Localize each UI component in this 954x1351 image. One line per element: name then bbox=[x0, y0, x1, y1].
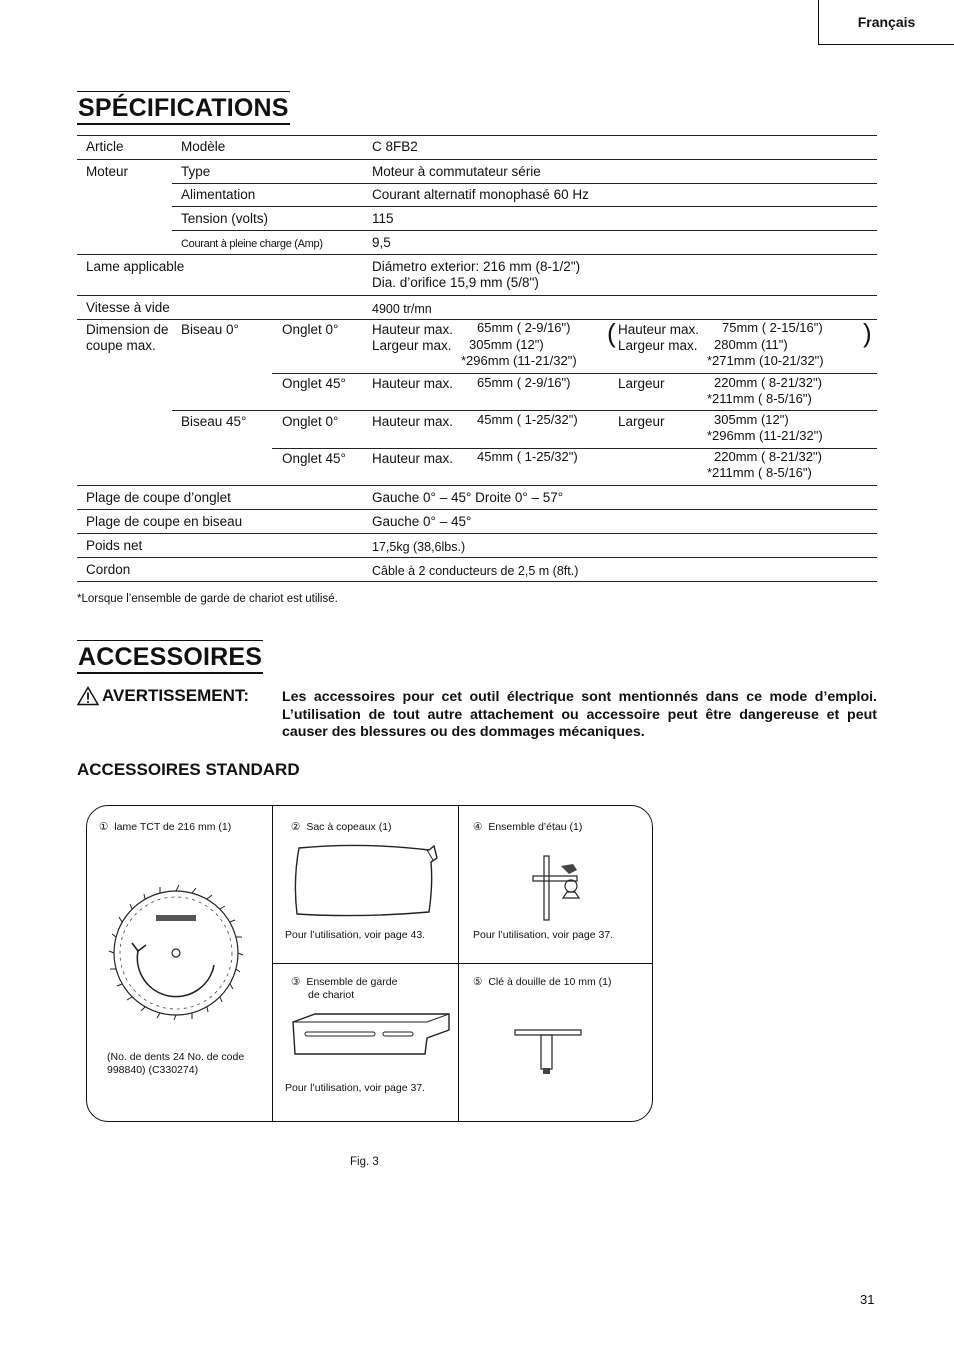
page-number: 31 bbox=[860, 1292, 875, 1307]
warning-label: AVERTISSEMENT: bbox=[77, 686, 249, 706]
spec-row-miter-range: Plage de coupe d’onglet Gauche 0° – 45° Droite 0° – 57° bbox=[77, 485, 877, 509]
spec-row-speed: Vitesse à vide 4900 tr/mn bbox=[77, 295, 877, 319]
warning-triangle-icon bbox=[77, 686, 99, 706]
dust-bag-icon bbox=[291, 840, 441, 920]
spec-row-dimension: Dimension de coupe max. Biseau 0° Onglet 0° Hauteur max. 65mm ( 2-9/16") Largeur max. 305mm (12") *296mm (11-21/32") ( Hauteur max. 75mm ( 2-15/16") Largeur max. 280mm (11") *271mm (10-21/32") ) Onglet 45° Hauteur max. 65mm ( 2-9/16") Largeur 220mm ( 8-21/32") *211mm ( 8-5/16") Biseau 45° Onglet 0° Hauteur max. 45mm ( 1-25/32") Largeur 305mm (12") *296mm (11-21/32") Onglet 45° Hauteur max. 45mm ( 1-25/32") 220mm ( 8-21/32") *211mm ( 8-5/16") bbox=[77, 319, 877, 485]
spec-row-weight: Poids net 17,5kg (38,6lbs.) bbox=[77, 533, 877, 557]
carriage-guard-icon bbox=[291, 1008, 451, 1060]
accessory-vise: ④ Ensemble d’étau (1) bbox=[473, 821, 583, 833]
accessory-wrench: ⑤ Clé à douille de 10 mm (1) bbox=[473, 976, 612, 988]
warning-text: Les accessoires pour cet outil électrique sont mentionnés dans ce mode d’emploi. L’utilisation de tout autre attachement ou accessoire peut être dangereuse et peut causer des blessures ou des dommages mécaniques. bbox=[282, 689, 877, 740]
accessory-carriage-guard: ③ Ensemble de garde de chariot bbox=[291, 976, 398, 1001]
spec-row-article: Article Modèle C 8FB2 bbox=[77, 135, 877, 159]
saw-blade-icon bbox=[105, 884, 247, 1022]
standard-accessories-title: ACCESSOIRES STANDARD bbox=[77, 760, 300, 779]
spec-row-motor: Moteur Type Moteur à commutateur série Alimentation Courant alternatif monophasé 60 Hz Tension (volts) 115 Courant à pleine charge (Amp) 9,5 bbox=[77, 159, 877, 254]
spec-row-cord: Cordon Câble à 2 conducteurs de 2,5 m (8ft.) bbox=[77, 557, 877, 582]
vise-icon bbox=[527, 854, 587, 922]
accessory-blade: ① lame TCT de 216 mm (1) bbox=[99, 821, 232, 833]
specifications-title: SPÉCIFICATIONS bbox=[77, 91, 290, 125]
accessories-figure: ① lame TCT de 216 mm (1) (No. de dents 24 No. de code 998840) (C330274) ② Sac à copeaux (1) Pour l’utilisation, voir page 43. ③ Ensemble de garde de chariot Pour l’utilisation, voir page 37. ④ Ensemble d’étau (1) Pour l’utilisation, voir page 37. ⑤ Clé à douille de 10 mm (1) bbox=[86, 805, 653, 1122]
spec-footnote: *Lorsque l’ensemble de garde de chariot est utilisé. bbox=[77, 593, 338, 605]
accessories-title: ACCESSOIRES bbox=[77, 640, 263, 674]
spec-row-blade: Lame applicable Diámetro exterior: 216 mm (8-1/2") Dia. d’orifice 15,9 mm (5/8") bbox=[77, 254, 877, 295]
specifications-table bbox=[77, 135, 877, 582]
socket-wrench-icon bbox=[511, 1024, 587, 1076]
accessory-dust-bag: ② Sac à copeaux (1) bbox=[291, 821, 392, 833]
language-tab: Français bbox=[818, 0, 954, 45]
figure-label: Fig. 3 bbox=[350, 1156, 379, 1168]
spec-row-bevel-range: Plage de coupe en biseau Gauche 0° – 45° bbox=[77, 509, 877, 533]
